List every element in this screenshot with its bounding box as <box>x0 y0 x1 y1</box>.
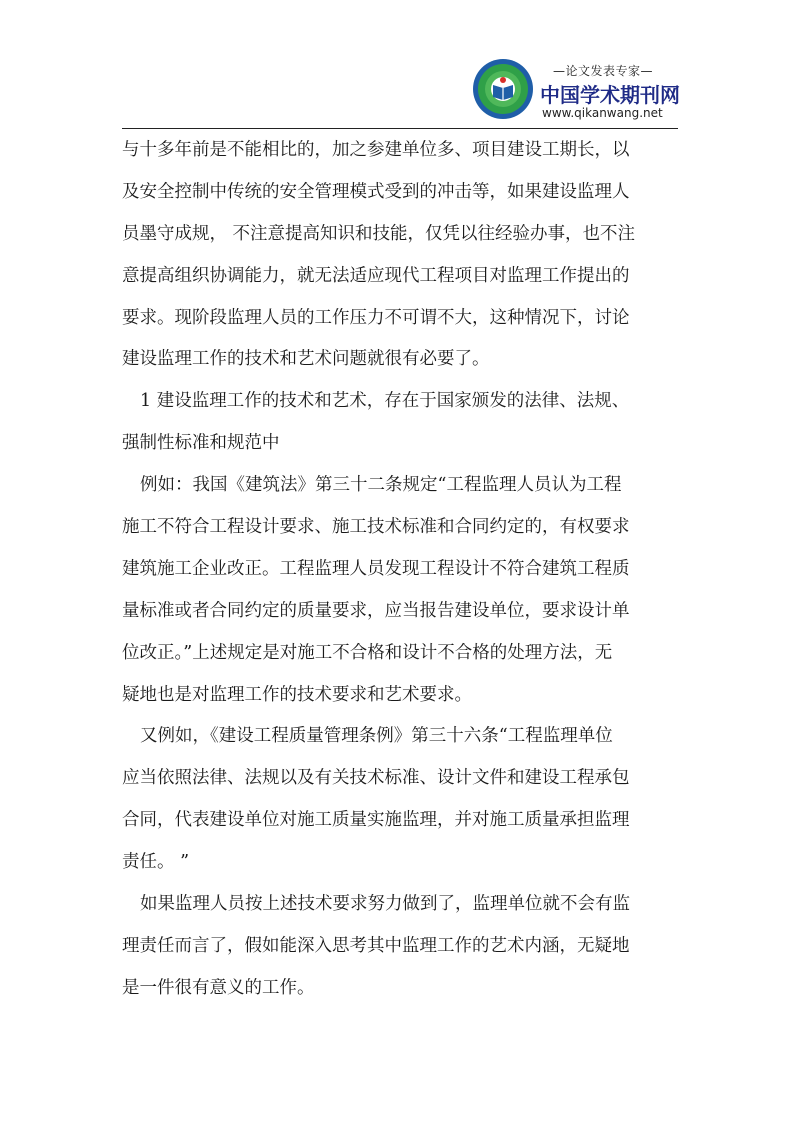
site-header <box>472 58 682 126</box>
text-line: 施工不符合工程设计要求、施工技术标准和合同约定的，有权要求 <box>122 517 630 538</box>
text-line: 员墨守成规， 不注意提高知识和技能，仅凭以往经验办事，也不注 <box>122 223 636 244</box>
journal-logo-emblem <box>472 58 534 120</box>
text-line: 理责任而言了，假如能深入思考其中监理工作的艺术内涵，无疑地 <box>122 935 630 956</box>
text-line: 建筑施工企业改正。工程监理人员发现工程设计不符合建筑工程质 <box>122 558 630 579</box>
header-brand-name: 中国学术期刊网 <box>540 83 680 107</box>
text-line: 是一件很有意义的工作。 <box>122 977 315 998</box>
text-line: 及安全控制中传统的安全管理模式受到的冲击等，如果建设监理人 <box>122 181 630 202</box>
text-line: 疑地也是对监理工作的技术要求和艺术要求。 <box>122 684 472 705</box>
text-line: 又例如，《建设工程质量管理条例》第三十六条“工程监理单位 <box>140 726 613 747</box>
text-line: 例如：我国《建筑法》第三十二条规定“工程监理人员认为工程 <box>140 475 622 496</box>
section-heading: 1 建设监理工作的技术和艺术，存在于国家颁发的法律、法规、 <box>140 391 630 412</box>
text-line: 与十多年前是不能相比的，加之参建单位多、项目建设工期长，以 <box>122 140 630 160</box>
text-line: 意提高组织协调能力，就无法适应现代工程项目对监理工作提出的 <box>122 265 630 286</box>
header-url: www.qikanwang.net <box>542 106 663 120</box>
text-line: 如果监理人员按上述技术要求努力做到了，监理单位就不会有监 <box>140 894 630 915</box>
document-body <box>122 130 670 1010</box>
header-tagline: —论文发表专家— <box>552 64 653 78</box>
text-line: 责任。 ” <box>122 852 190 873</box>
text-line: 要求。现阶段监理人员的工作压力不可谓不大，这种情况下，讨论 <box>122 307 630 328</box>
header-divider <box>122 128 678 129</box>
section-heading-continuation: 强制性标准和规范中 <box>122 433 280 454</box>
text-line: 合同，代表建设单位对施工质量实施监理，并对施工质量承担监理 <box>122 810 630 831</box>
text-line: 位改正。”上述规定是对施工不合格和设计不合格的处理方法，无 <box>122 642 613 663</box>
text-line: 建设监理工作的技术和艺术问题就很有必要了。 <box>122 349 490 370</box>
text-line: 应当依照法律、法规以及有关技术标准、设计文件和建设工程承包 <box>122 768 630 789</box>
text-line: 量标准或者合同约定的质量要求，应当报告建设单位，要求设计单 <box>122 600 630 621</box>
